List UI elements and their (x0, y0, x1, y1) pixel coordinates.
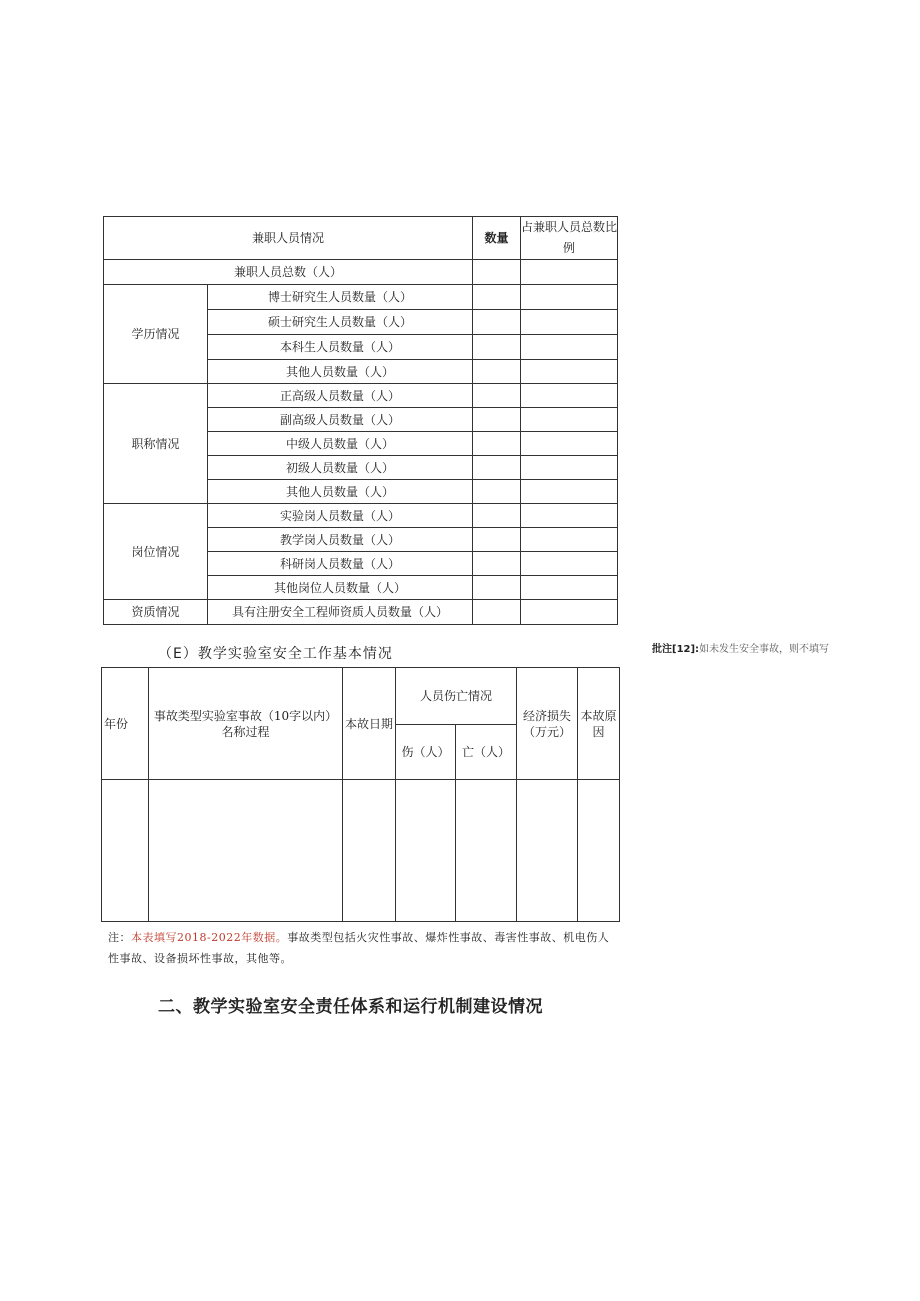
row-label: 正高级人员数量（人） (208, 384, 473, 408)
row-label: 博士研究生人员数量（人） (208, 285, 473, 310)
ratio-cell[interactable] (521, 576, 618, 600)
table-footnote (108, 927, 620, 969)
count-cell[interactable] (473, 384, 521, 408)
date-cell[interactable] (343, 780, 396, 922)
loss-cell[interactable] (517, 780, 578, 922)
side-comment-text: 如未发生安全事故，则不填写 (699, 644, 830, 655)
header-year: 年份 (102, 668, 149, 780)
row-label: 实验岗人员数量（人） (208, 504, 473, 528)
ratio-cell[interactable] (521, 310, 618, 335)
count-cell[interactable] (473, 600, 521, 625)
total-row-label: 兼职人员总数（人） (104, 260, 473, 285)
footnote-red-text: 本表填写2018-2022年数据。 (131, 931, 288, 944)
injured-cell[interactable] (396, 780, 456, 922)
ratio-cell[interactable] (521, 432, 618, 456)
ratio-cell[interactable] (521, 335, 618, 360)
part-time-staff-table (103, 216, 618, 625)
count-cell[interactable] (473, 480, 521, 504)
count-cell[interactable] (473, 310, 521, 335)
row-label: 初级人员数量（人） (208, 456, 473, 480)
count-cell[interactable] (473, 360, 521, 384)
row-label: 中级人员数量（人） (208, 432, 473, 456)
footnote-prefix: 注： (108, 931, 131, 944)
count-cell[interactable] (473, 552, 521, 576)
count-cell[interactable] (473, 504, 521, 528)
section-e-title: （E）教学实验室安全工作基本情况 (158, 646, 393, 662)
count-cell[interactable] (473, 285, 521, 310)
ratio-cell[interactable] (521, 456, 618, 480)
header-accident-type: 事故类型实验室事故（10字以内）名称过程 (149, 668, 343, 780)
ratio-cell[interactable] (521, 552, 618, 576)
header-count: 数量 (473, 217, 521, 260)
section-2-title: 二、教学实验室安全责任体系和运行机制建设情况 (158, 997, 543, 1017)
ratio-cell[interactable] (521, 384, 618, 408)
count-cell[interactable] (473, 408, 521, 432)
ratio-cell[interactable] (521, 360, 618, 384)
ratio-cell[interactable] (521, 480, 618, 504)
header-situation: 兼职人员情况 (104, 217, 473, 260)
ratio-cell[interactable] (521, 285, 618, 310)
count-cell[interactable] (473, 576, 521, 600)
count-cell[interactable] (473, 528, 521, 552)
group-title-label: 职称情况 (104, 384, 208, 504)
group-education-label: 学历情况 (104, 285, 208, 384)
row-label: 教学岗人员数量（人） (208, 528, 473, 552)
count-cell[interactable] (473, 432, 521, 456)
year-cell[interactable] (102, 780, 149, 922)
row-label: 具有注册安全工程师资质人员数量（人） (208, 600, 473, 625)
header-date: 本故日期 (343, 668, 396, 780)
accident-type-cell[interactable] (149, 780, 343, 922)
footnote-text: 事故类型包括火灾性事故、爆炸性事故、毒害性事故、机电伤人性事故、设备损坏性事故，其他等。 (108, 931, 610, 965)
row-label: 其他岗位人员数量（人） (208, 576, 473, 600)
header-economic-loss: 经济损失（万元） (517, 668, 578, 780)
total-count-cell[interactable] (473, 260, 521, 285)
row-label: 副高级人员数量（人） (208, 408, 473, 432)
side-comment-label: 批注[12]: (652, 644, 700, 655)
row-label: 科研岗人员数量（人） (208, 552, 473, 576)
header-ratio: 占兼职人员总数比例 (521, 217, 618, 260)
ratio-cell[interactable] (521, 408, 618, 432)
group-post-label: 岗位情况 (104, 504, 208, 600)
dead-cell[interactable] (456, 780, 517, 922)
count-cell[interactable] (473, 335, 521, 360)
header-cause: 本故原因 (578, 668, 620, 780)
group-qualification-label: 资质情况 (104, 600, 208, 625)
row-label: 其他人员数量（人） (208, 480, 473, 504)
ratio-cell[interactable] (521, 504, 618, 528)
side-comment (652, 640, 829, 655)
count-cell[interactable] (473, 456, 521, 480)
header-injured: 伤（人） (396, 725, 456, 780)
ratio-cell[interactable] (521, 600, 618, 625)
accident-table (101, 667, 620, 922)
total-ratio-cell[interactable] (521, 260, 618, 285)
header-dead: 亡（人） (456, 725, 517, 780)
row-label: 其他人员数量（人） (208, 360, 473, 384)
row-label: 硕士研究生人员数量（人） (208, 310, 473, 335)
header-casualty: 人员伤亡情况 (396, 668, 517, 725)
row-label: 本科生人员数量（人） (208, 335, 473, 360)
ratio-cell[interactable] (521, 528, 618, 552)
cause-cell[interactable] (578, 780, 620, 922)
